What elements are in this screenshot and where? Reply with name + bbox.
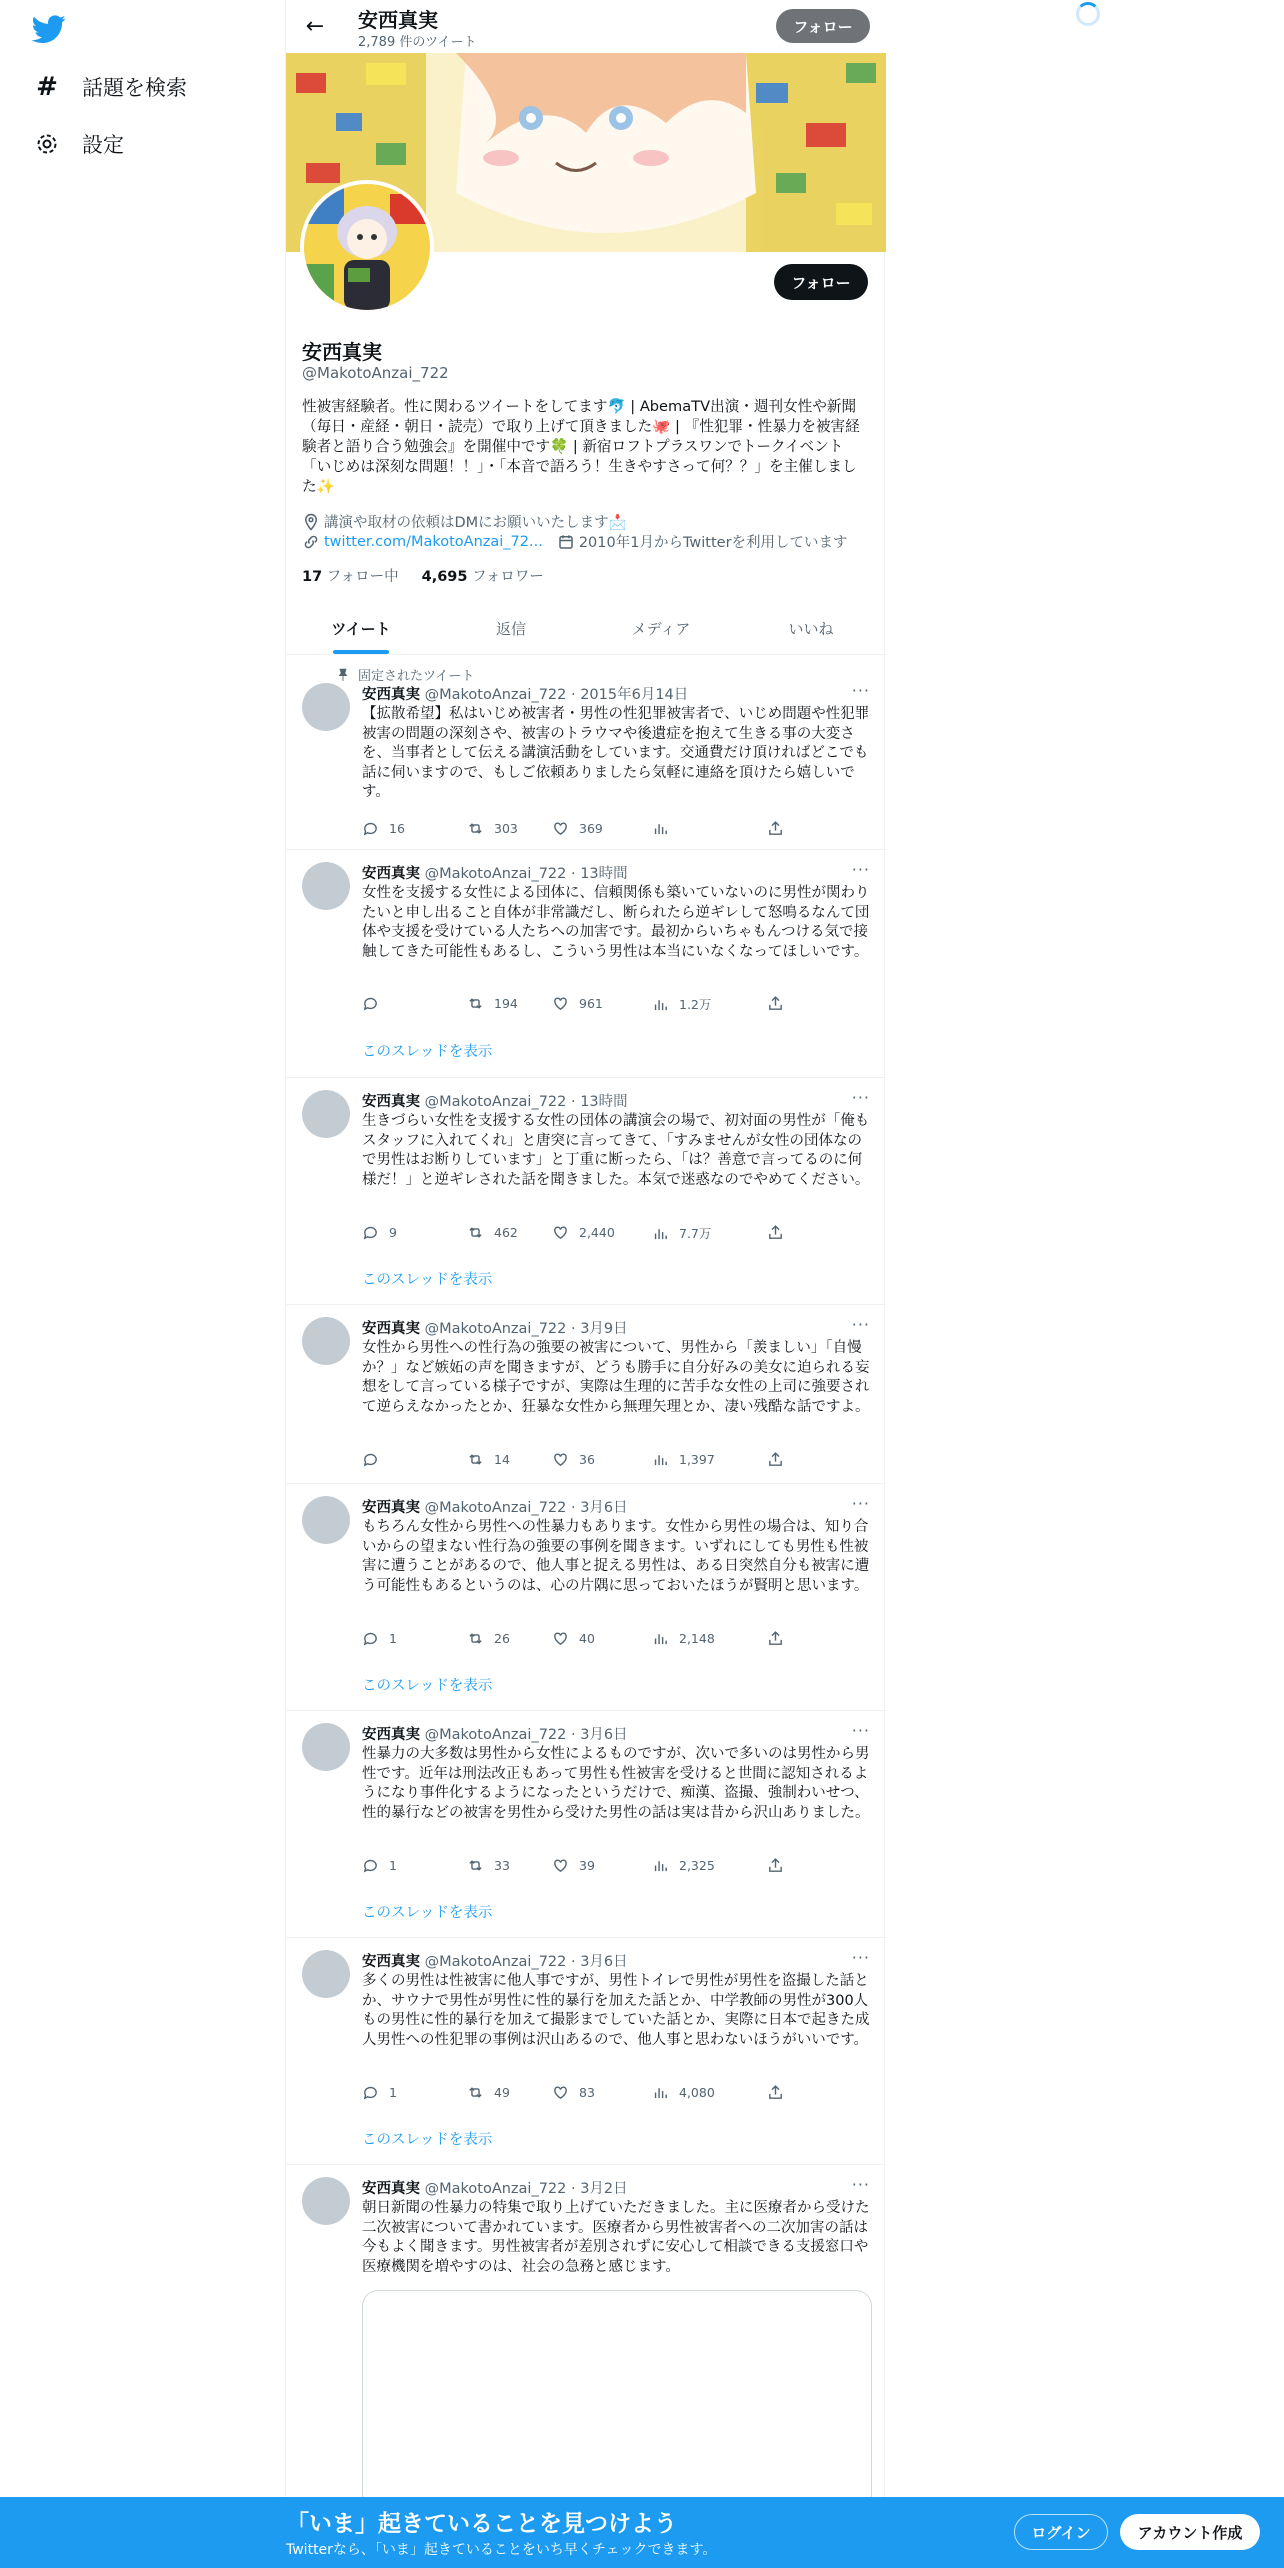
retweet-button[interactable]	[467, 1857, 510, 1874]
tab-media[interactable]: メディア	[631, 619, 691, 638]
tweet-text: 朝日新聞の性暴力の特集で取り上げていただきました。主に医療者から受けた二次被害について書かれています。医療者から男性被害者への二次加害の話は今もよく聞きます。男性被害者が差別されずに安心して相談できる支援窓口や医療機関を増やすのは、社会の急務と感じます。	[362, 2200, 870, 2275]
signup-button[interactable]: アカウント作成	[1120, 2514, 1260, 2550]
tweet-meta[interactable]: @MakotoAnzai_722 · 3月2日	[424, 2181, 628, 2197]
profile-header-bar	[286, 0, 886, 53]
tweet-meta[interactable]: @MakotoAnzai_722 · 13時間	[424, 1094, 628, 1110]
heart-icon	[552, 995, 569, 1012]
retweet-count: 49	[494, 2085, 510, 2100]
tab-replies[interactable]: 返信	[495, 619, 526, 638]
views-count: 1,397	[679, 1452, 715, 1467]
profile-url-link[interactable]: twitter.com/MakotoAnzai_72...	[324, 533, 543, 550]
share-button[interactable]	[767, 1451, 794, 1468]
tweet-header	[362, 1496, 628, 1517]
tweet-header	[362, 2177, 628, 2198]
tweet-avatar[interactable]	[302, 1723, 350, 1771]
reply-count: 1	[389, 1631, 397, 1646]
bar-chart-icon	[652, 1225, 669, 1242]
tweet-avatar[interactable]	[302, 1090, 350, 1138]
reply-button[interactable]	[362, 1630, 397, 1647]
views-button[interactable]	[652, 995, 711, 1013]
following-count: 17	[302, 569, 323, 585]
show-thread-link[interactable]: このスレッドを表示	[362, 1678, 493, 1694]
bar-chart-icon	[652, 820, 669, 837]
tweet-header	[362, 1317, 628, 1338]
reply-icon	[362, 820, 379, 837]
retweet-count: 26	[494, 1631, 510, 1646]
retweet-count: 33	[494, 1858, 510, 1873]
tweet-text: 【拡散希望】私はいじめ被害者・男性の性犯罪被害者で、いじめ問題や性犯罪被害の問題の深刻さや、被害のトラウマや後遺症を抱えて生きる事の大変さを、当事者として伝える講演活動をしています。交通費だけ頂ければどこでも話に伺いますので、もしご依頼ありましたら気軽に連絡を頂けたら嬉しいです。	[362, 706, 870, 800]
tweet[interactable]	[286, 655, 886, 850]
tweet-actions	[362, 820, 792, 840]
tweet-text: 生きづらい女性を支援する女性の団体の講演会の場で、初対面の男性が「俺もスタッフに入れてくれ」と唐突に言ってきて、「すみませんが女性の団体なので男性はお断りしています」と丁重に断ったら、「は？善意で言ってるのに何様だ！」と逆ギレされた話を聞きました。本気で迷惑なのでやめてください。	[362, 1113, 870, 1188]
tweet-author-name[interactable]: 安西真実	[362, 1954, 420, 1970]
link-icon	[302, 533, 320, 551]
tab-likes[interactable]: いいね	[788, 619, 834, 638]
retweet-count: 194	[494, 996, 518, 1011]
retweet-count: 14	[494, 1452, 510, 1467]
header-name: 安西真実	[358, 8, 438, 32]
back-arrow-icon[interactable]: ←	[305, 14, 325, 39]
reply-icon	[362, 1630, 379, 1647]
share-button[interactable]	[767, 1224, 794, 1241]
following-link[interactable]	[302, 569, 399, 585]
like-count: 40	[579, 1631, 595, 1646]
calendar-icon	[557, 533, 575, 551]
like-button[interactable]	[552, 1630, 595, 1647]
reply-count: 9	[389, 1225, 397, 1240]
tweet-avatar[interactable]	[302, 862, 350, 910]
following-label: フォロー中	[326, 569, 399, 585]
bar-chart-icon	[652, 1451, 669, 1468]
tweet-header	[362, 683, 688, 704]
more-options-icon[interactable]: ···	[851, 1721, 870, 1740]
more-options-icon[interactable]: ···	[851, 681, 870, 700]
reply-count: 1	[389, 1858, 397, 1873]
nav-explore[interactable]	[32, 67, 187, 107]
tweet-meta[interactable]: @MakotoAnzai_722 · 3月6日	[424, 1954, 628, 1970]
views-button[interactable]	[652, 1630, 715, 1647]
views-count: 2,148	[679, 1631, 715, 1646]
heart-icon	[552, 1630, 569, 1647]
views-button[interactable]	[652, 1451, 715, 1468]
share-icon	[767, 1451, 784, 1468]
like-count: 39	[579, 1858, 595, 1873]
tweet-text: もちろん女性から男性への性暴力もあります。女性から男性の場合は、知り合いからの望まない性行為の強要の事例を聞きます。いずれにしても男性も性被害に遭うことがあるので、他人事と捉える男性は、ある日突然自分も被害に遭う可能性もあるというのは、心の片隅に思っておいたほうが賢明と思います。	[362, 1519, 870, 1594]
share-icon	[767, 2084, 784, 2101]
followers-count: 4,695	[421, 569, 468, 585]
tweet-avatar[interactable]	[302, 683, 350, 731]
views-button[interactable]	[652, 1224, 711, 1242]
tweet-author-name[interactable]: 安西真実	[362, 866, 420, 882]
gear-icon	[32, 129, 62, 159]
like-button[interactable]	[552, 1224, 615, 1241]
tweet-author-name[interactable]: 安西真実	[362, 1727, 420, 1743]
tweet-meta[interactable]: @MakotoAnzai_722 · 3月9日	[424, 1321, 628, 1337]
retweet-icon	[467, 1451, 484, 1468]
tweet-text: 女性を支援する女性による団体に、信頼関係も築いていないのに男性が関わりたいと申し出ること自体が非常識だし、断られたら逆ギレして怒鳴るなんて団体や支援を受けている人たちへの加害です。最初からいちゃもんつける気で接触してきた可能性もあるし、こういう男性は本当にいなくなってほしいです。	[362, 885, 870, 960]
tweet-text: 多くの男性は性被害に他人事ですが、男性トイレで男性が男性を盗撮した話とか、サウナで男性が男性に性的暴行を加えた話とか、中学教師の男性が300人もの男性に性的暴行を加えて撮影までしていた話とか、実際に日本で起きた成人男性への性犯罪の事例は沢山あるので、他人事と思わないほうがいいです。	[362, 1973, 870, 2048]
pinned-label: 固定されたツイート	[358, 669, 475, 684]
pinned-indicator	[336, 665, 474, 684]
loading-spinner-icon	[1076, 2, 1100, 26]
views-count: 2,325	[679, 1858, 715, 1873]
signup-banner	[0, 2497, 1284, 2568]
main-column	[285, 0, 885, 2500]
tweet-header	[362, 1723, 628, 1744]
tweet-author-name[interactable]: 安西真実	[362, 2181, 420, 2197]
heart-icon	[552, 2084, 569, 2101]
hashtag-icon: #	[36, 72, 58, 102]
show-thread-link[interactable]: このスレッドを表示	[362, 1905, 493, 1921]
login-button[interactable]: ログイン	[1014, 2514, 1108, 2550]
profile-bio: 性被害経験者。性に関わるツイートをしてます🐬 | AbemaTV出演・週刊女性や新聞（毎日・産経・朝日・読売）で取り上げて頂きました🐙 | 『性犯罪・性暴力を被害経験者と語り合う勉強会』を開催中です🍀 | 新宿ロフトプラスワンでトークイベント「いじめは深刻な問題！！」・「本音で語ろう！生きやすさって何？？」を主催しました✨	[302, 398, 860, 495]
reply-button[interactable]	[362, 2084, 397, 2101]
show-thread-link[interactable]: このスレッドを表示	[362, 1044, 493, 1060]
tweet-header	[362, 1950, 628, 1971]
reply-icon	[362, 1224, 379, 1241]
views-count: 4,080	[679, 2085, 715, 2100]
followers-label: フォロワー	[472, 569, 544, 585]
tweet-actions	[362, 1630, 792, 1650]
tweet-actions	[362, 2084, 792, 2104]
retweet-button[interactable]	[467, 820, 518, 837]
header-follow-button[interactable]: フォロー	[776, 9, 870, 43]
like-count: 369	[579, 821, 603, 836]
retweet-count: 303	[494, 821, 518, 836]
profile-name: 安西真実	[302, 340, 382, 364]
bar-chart-icon	[652, 996, 669, 1013]
heart-icon	[552, 820, 569, 837]
profile-handle: @MakotoAnzai_722	[302, 364, 449, 382]
like-count: 961	[579, 996, 603, 1011]
tab-tweets[interactable]: ツイート	[286, 602, 436, 654]
more-options-icon[interactable]: ···	[851, 1088, 870, 1107]
share-button[interactable]	[767, 820, 794, 837]
bar-chart-icon	[652, 1857, 669, 1874]
like-button[interactable]	[552, 1857, 595, 1874]
tweet[interactable]	[286, 1711, 886, 1938]
like-button[interactable]	[552, 820, 603, 837]
reply-button[interactable]	[362, 1224, 397, 1241]
share-icon	[767, 1224, 784, 1241]
retweet-button[interactable]	[467, 1224, 518, 1241]
more-options-icon[interactable]: ···	[851, 2175, 870, 2194]
retweet-icon	[467, 995, 484, 1012]
share-button[interactable]	[767, 2084, 794, 2101]
tweet-avatar[interactable]	[302, 1496, 350, 1544]
views-button[interactable]	[652, 820, 679, 837]
tweet-media-card[interactable]	[362, 2290, 872, 2510]
tweet-actions	[362, 995, 792, 1015]
heart-icon	[552, 1224, 569, 1241]
like-button[interactable]	[552, 2084, 595, 2101]
tweet-author-name[interactable]: 安西真実	[362, 1094, 420, 1110]
views-button[interactable]	[652, 1857, 715, 1874]
tweet-author-name[interactable]: 安西真実	[362, 1500, 420, 1516]
tweet[interactable]	[286, 850, 886, 1078]
like-button[interactable]	[552, 995, 603, 1012]
profile-tabs	[286, 602, 886, 655]
like-count: 83	[579, 2085, 595, 2100]
reply-count: 1	[389, 2085, 397, 2100]
share-button[interactable]	[767, 1630, 794, 1647]
tweet-text: 女性から男性への性行為の強要の被害について、男性から「羨ましい」「自慢か？」など嫉妬の声を聞きますが、どうも勝手に自分好みの美女に迫られる妄想をして言っている様子ですが、実際は生理的に苦手な女性の上司に強要されて逆らえなかったとか、狂暴な女性から無理矢理とか、凄い残酷な話ですよ。	[362, 1340, 870, 1415]
tweet-meta[interactable]: @MakotoAnzai_722 · 2015年6月14日	[424, 687, 689, 703]
retweet-icon	[467, 1630, 484, 1647]
tweet-avatar[interactable]	[302, 2177, 350, 2225]
reply-icon	[362, 2084, 379, 2101]
tweet-author-name[interactable]: 安西真実	[362, 687, 420, 703]
tweet-avatar[interactable]	[302, 1317, 350, 1365]
tweet-actions	[362, 1224, 792, 1244]
tweet-text: 性暴力の大多数は男性から女性によるものですが、次いで多いのは男性から男性です。近年は刑法改正もあって男性も性被害を受けると世間に認知されるようになり事件化するようになったというだけで、痴漢、盗撮、強制わいせつ、性的暴行などの被害を男性から受けた男性の話は実は昔から沢山ありました。	[362, 1746, 870, 1821]
share-icon	[767, 1630, 784, 1647]
more-options-icon[interactable]: ···	[851, 1494, 870, 1513]
twitter-logo-icon[interactable]	[32, 12, 66, 46]
reply-icon	[362, 1451, 379, 1468]
location-pin-icon	[302, 513, 320, 531]
tweet[interactable]	[286, 1938, 886, 2165]
retweet-icon	[467, 2084, 484, 2101]
profile-location-text: 講演や取材の依頼はDMにお願いいたします📩	[324, 515, 627, 531]
tweet-actions	[362, 1451, 792, 1471]
reply-icon	[362, 995, 379, 1012]
tweet[interactable]	[286, 1484, 886, 1711]
share-icon	[767, 995, 784, 1012]
reply-count: 16	[389, 821, 405, 836]
tweet-author-name[interactable]: 安西真実	[362, 1321, 420, 1337]
retweet-icon	[467, 1224, 484, 1241]
nav-settings-label: 設定	[82, 133, 124, 157]
profile-avatar[interactable]	[300, 180, 434, 314]
retweet-button[interactable]	[467, 1630, 510, 1647]
followers-link[interactable]	[422, 569, 544, 585]
nav-settings[interactable]	[32, 124, 124, 164]
tweet[interactable]	[286, 1078, 886, 1305]
reply-icon	[362, 1857, 379, 1874]
retweet-count: 462	[494, 1225, 518, 1240]
reply-button[interactable]	[362, 1857, 397, 1874]
tweet-meta[interactable]: @MakotoAnzai_722 · 3月6日	[424, 1500, 628, 1516]
reply-button[interactable]	[362, 1451, 389, 1468]
tweet[interactable]	[286, 1305, 886, 1484]
nav-explore-label: 話題を検索	[82, 76, 187, 100]
tweet-avatar[interactable]	[302, 1950, 350, 1998]
signup-banner-title: 「いま」起きていることを見つけよう	[286, 2511, 677, 2537]
bar-chart-icon	[652, 2084, 669, 2101]
signup-banner-subtitle: Twitterなら、「いま」起きていることをいち早くチェックできます。	[286, 2542, 717, 2558]
retweet-icon	[467, 820, 484, 837]
tweet-actions	[362, 1857, 792, 1877]
show-thread-link[interactable]: このスレッドを表示	[362, 1272, 493, 1288]
more-options-icon[interactable]: ···	[851, 1948, 870, 1967]
retweet-button[interactable]	[467, 2084, 510, 2101]
more-options-icon[interactable]: ···	[851, 860, 870, 879]
profile-follow-stats	[302, 565, 544, 586]
like-count: 36	[579, 1452, 595, 1467]
retweet-icon	[467, 1857, 484, 1874]
share-button[interactable]	[767, 1857, 794, 1874]
heart-icon	[552, 1857, 569, 1874]
retweet-button[interactable]	[467, 1451, 510, 1468]
like-count: 2,440	[579, 1225, 615, 1240]
show-thread-link[interactable]: このスレッドを表示	[362, 2132, 493, 2148]
more-options-icon[interactable]: ···	[851, 1315, 870, 1334]
share-button[interactable]	[767, 995, 794, 1012]
bar-chart-icon	[652, 1630, 669, 1647]
retweet-button[interactable]	[467, 995, 518, 1012]
header-tweet-count: 2,789 件のツイート	[358, 35, 477, 50]
profile-follow-button[interactable]: フォロー	[774, 264, 868, 300]
profile-meta-row	[302, 531, 848, 552]
share-icon	[767, 1857, 784, 1874]
like-button[interactable]	[552, 1451, 595, 1468]
profile-location	[302, 511, 627, 532]
share-icon	[767, 820, 784, 837]
tweet-header	[362, 1090, 628, 1111]
tweet-meta[interactable]: @MakotoAnzai_722 · 3月6日	[424, 1727, 628, 1743]
heart-icon	[552, 1451, 569, 1468]
tweet-meta[interactable]: @MakotoAnzai_722 · 13時間	[424, 866, 628, 882]
reply-button[interactable]	[362, 995, 389, 1012]
tweet-header	[362, 862, 628, 883]
reply-button[interactable]	[362, 820, 405, 837]
views-count: 1.2万	[679, 997, 712, 1012]
profile-joined: 2010年1月からTwitterを利用しています	[578, 535, 848, 551]
views-button[interactable]	[652, 2084, 715, 2101]
views-count: 7.7万	[679, 1226, 712, 1241]
pin-icon	[336, 668, 350, 682]
